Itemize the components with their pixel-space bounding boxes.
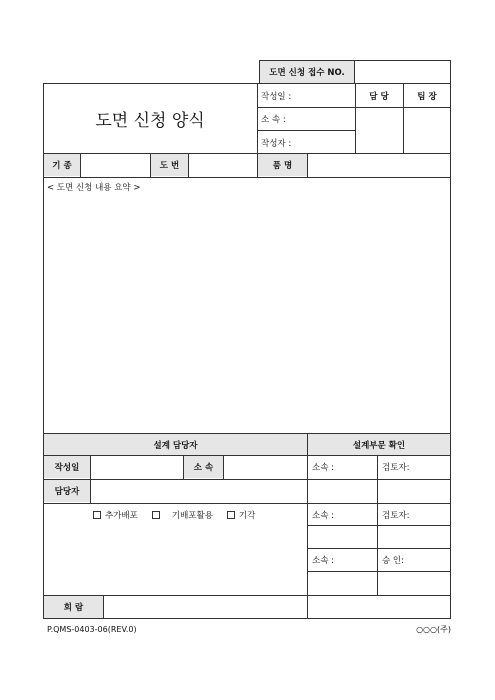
part-name-field[interactable] [308, 154, 450, 176]
decision-options [93, 508, 307, 522]
form-title: 도면 신청 양식 [95, 111, 205, 131]
receipt-no-field[interactable] [354, 60, 451, 84]
summary-label: < 도면 신청 내용 요약 > [47, 183, 141, 193]
checkbox-icon[interactable] [93, 511, 101, 519]
model-field[interactable] [81, 154, 150, 176]
confirm-reviewer-2: 검토자: [382, 510, 410, 521]
approval-leader-label: 팀 장 [417, 91, 437, 102]
receipt-no-label: 도면 신청 접수 NO. [259, 60, 355, 84]
author-dept-label: 소 속 : [261, 115, 286, 125]
confirm-dept-3: 소속 : [312, 556, 334, 566]
confirm-approver: 승 인: [382, 556, 404, 566]
confirm-sign-1[interactable] [308, 480, 450, 502]
drawing-no-field[interactable] [189, 154, 257, 176]
form-code: P.QMS-0403-06(REV.0) [47, 624, 137, 634]
design-person-label: 담당자 [44, 480, 90, 502]
drawing-no-label: 도 번 [151, 154, 188, 176]
option-add-distribution[interactable]: 추가배포 [93, 509, 138, 521]
confirm-reviewer-1: 검토자: [382, 463, 410, 473]
confirm-section-header: 설계부문 확인 [308, 434, 450, 455]
circulation-field[interactable] [104, 596, 307, 618]
design-notes-field[interactable] [44, 524, 307, 594]
circulation-extra[interactable] [308, 596, 450, 618]
design-date-label: 작성일 [44, 456, 90, 478]
confirm-sign-3[interactable] [308, 572, 450, 594]
design-person-field[interactable] [91, 480, 307, 502]
checkbox-icon[interactable] [152, 511, 160, 519]
company-name: ○○○(주) [416, 624, 451, 634]
confirm-dept-1: 소속 : [312, 463, 334, 473]
circulation-label: 회 람 [44, 596, 103, 618]
design-section-header: 설계 담당자 [44, 434, 307, 455]
summary-field[interactable] [44, 196, 450, 432]
design-dept-label: 소 속 [184, 456, 223, 478]
approval-leader-sign[interactable] [404, 108, 450, 154]
confirm-sign-2[interactable] [308, 526, 450, 548]
option-reject[interactable]: 기각 [227, 509, 255, 521]
author-date-label: 작성일 : [261, 91, 292, 102]
confirm-dept-2: 소속 : [312, 510, 334, 521]
model-label: 기 종 [44, 154, 80, 176]
approval-charge-label: 담 당 [369, 91, 389, 102]
option-reuse-distribution[interactable]: 기배포활용 [152, 509, 213, 521]
design-dept-field[interactable] [224, 456, 307, 478]
checkbox-icon[interactable] [227, 511, 235, 519]
part-name-label: 품 명 [258, 154, 307, 176]
author-name-label: 작성자 : [261, 138, 292, 149]
design-date-field[interactable] [91, 456, 183, 478]
approval-charge-sign[interactable] [356, 108, 402, 154]
